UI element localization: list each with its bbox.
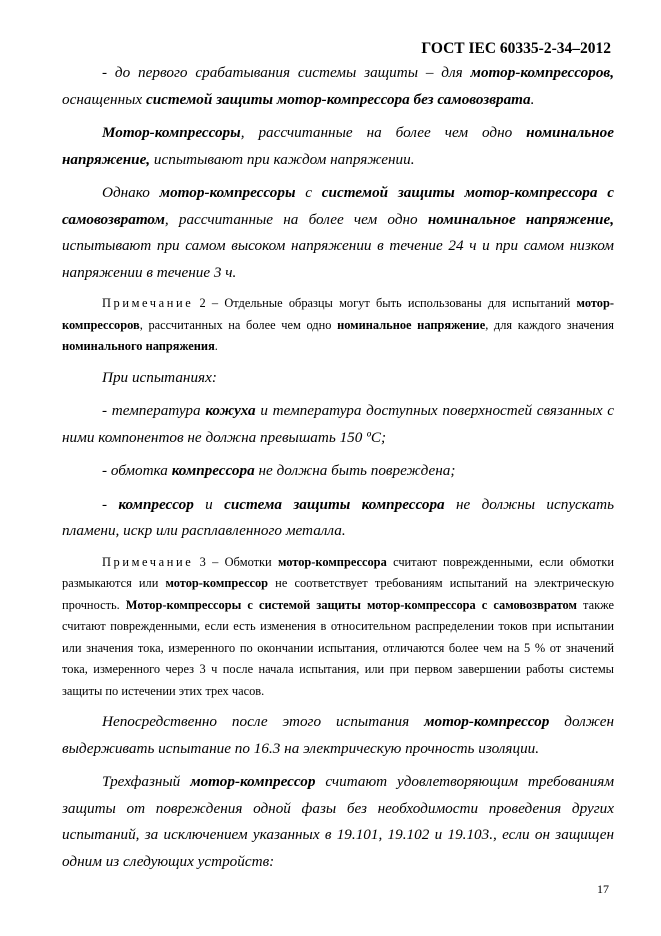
text-run: Непосредственно после этого испытания [102,713,425,730]
term-bold: мотор-компрессор [190,773,316,790]
term-bold: компрессор [118,495,194,513]
text-run: считают удовлетворяющим требованиям защиты от повреждения одной фазы без необходимости проведения других испытаний, за исключением указанных в 19.101, 19.102 и 19.103., если он защищен одним из следующих устройств: [62,773,615,870]
note-label: Примечание [102,554,194,569]
term-bold: Мотор-компрессоры с системой защиты мотор-компрессора с самовозвратом [125,597,577,612]
term-bold: Мотор-компрессоры [102,124,241,141]
page-number: 17 [597,882,609,896]
document-body [62,60,614,875]
text-run: - обмотка [102,462,172,479]
term-bold: система защиты компрессора [224,495,445,513]
text-run: , рассчитанных на более чем одно [139,317,338,332]
body-paragraph [62,60,614,113]
term-bold: мотор-компрессор [424,713,550,730]
text-run: оснащенных [62,90,146,108]
document-header: ГОСТ IEC 60335-2-34–2012 [421,40,611,57]
text-run: испытывают при самом высоком напряжении в течение 24 ч и при самом низком напряжении в течение 3 ч. [62,237,614,281]
note-paragraph [62,293,614,358]
term-bold: номинального напряжения [62,339,215,353]
term-bold: номинальное напряжение, [427,210,615,228]
text-run: 2 – Отдельные образцы могут быть использованы для испытаний [193,296,577,310]
term-bold: системой защиты мотор-компрессора без самовозврата [145,90,531,108]
note-paragraph [62,552,614,703]
text-run: - до первого срабатывания системы защиты – для [102,64,471,81]
text-run: не должны испускать пламени, искр или расплавленного металла. [62,495,615,539]
text-run: . [214,339,218,353]
text-run: При испытаниях: [102,368,217,386]
body-paragraph [62,365,614,392]
term-bold: мотор-компрессор [165,576,269,590]
term-bold: системой защиты мотор-компрессора с самовозвратом [62,184,614,228]
term-bold: мотор-компрессоров [62,296,614,332]
text-run: и температура доступных поверхностей связанных с ними компонентов не должна превышать 150 ºС; [62,402,615,446]
text-run: не соответствует требованиям испытаний на электрическую прочность. [62,576,614,612]
text-run: испытывают при каждом напряжении. [150,150,415,168]
text-run: и [193,495,225,513]
body-paragraph [62,492,614,545]
text-run: с [295,184,322,201]
body-paragraph [62,120,614,173]
body-paragraph [62,398,614,451]
text-run: также считают поврежденными, если есть изменения в относительном распределении токов при испытании или значения тока, измеренного по окончании испытания, отличаются более чем на 5 % от значений тока, измеренного через 3 ч после начала испытания, или при первом завершении работы системы защиты по истечении этих трех часов. [62,597,614,698]
text-run: 3 – Обмотки [193,554,278,569]
body-paragraph [62,769,614,875]
term-bold: номинальное напряжение, [62,124,614,168]
term-bold: кожуха [205,402,256,419]
text-run: . [530,90,535,108]
text-run: должен выдерживать испытание по 16.3 на электрическую прочность изоляции. [62,713,614,757]
text-run: Трехфазный [102,773,191,790]
body-paragraph [62,458,614,485]
text-run: , рассчитанные на более чем одно [164,210,428,228]
text-run: не должна быть повреждена; [254,462,456,479]
term-bold: мотор-компрессоров, [470,64,614,81]
note-label: Примечание [102,296,194,310]
text-run: считают поврежденными, если обмотки размыкаются или [62,554,614,590]
text-run: , рассчитанные на более чем одно [240,124,527,141]
text-run: Однако [102,184,160,201]
body-paragraph [62,709,614,762]
term-bold: мотор-компрессоры [159,184,296,201]
text-run: - температура [102,402,206,419]
term-bold: номинальное напряжение [337,317,486,332]
term-bold: мотор-компрессора [277,554,387,569]
term-bold: компрессора [171,462,255,479]
body-paragraph [62,180,614,286]
text-run: - [102,495,119,513]
text-run: , для каждого значения [485,317,614,332]
